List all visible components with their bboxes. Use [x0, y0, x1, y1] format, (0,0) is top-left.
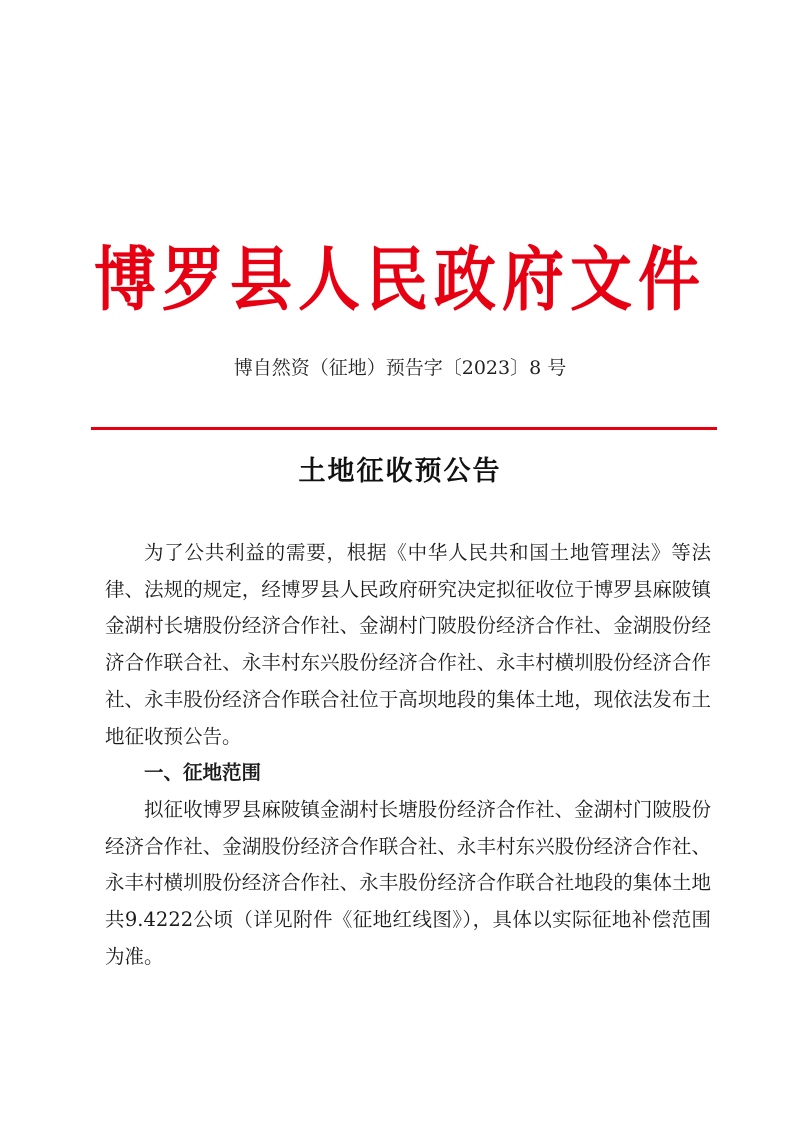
notice-title: 土地征收预公告 — [298, 456, 502, 487]
issuer-header: 博罗县人民政府文件 — [93, 238, 706, 321]
intro-paragraph: 为了公共利益的需要，根据《中华人民共和国土地管理法》等法律、法规的规定，经博罗县人民政府研究决定拟征收位于博罗县麻陂镇金湖村长塘股份经济合作社、金湖村门陂股份经济合作社、金湖股份经济合作联合社、永丰村东兴股份经济合作社、永丰村横圳股份经济合作社、永丰股份经济合作联合社位于高坝地段的集体土地，现依法发布土地征收预公告。 — [105, 541, 711, 748]
section-heading: 一、征地范围 — [144, 761, 262, 785]
section-paragraph: 拟征收博罗县麻陂镇金湖村长塘股份经济合作社、金湖村门陂股份经济合作社、金湖股份经济合作联合社、永丰村东兴股份经济合作社、永丰村横圳股份经济合作社、永丰股份经济合作联合社地段的集体土地共9.4222公顷（详见附件《征地红线图》），具体以实际征地补偿范围为准。 — [105, 797, 711, 968]
red-separator-line — [91, 427, 717, 430]
document-number: 博自然资（征地）预告字〔2023〕8 号 — [233, 357, 567, 379]
notice-body — [105, 535, 711, 975]
